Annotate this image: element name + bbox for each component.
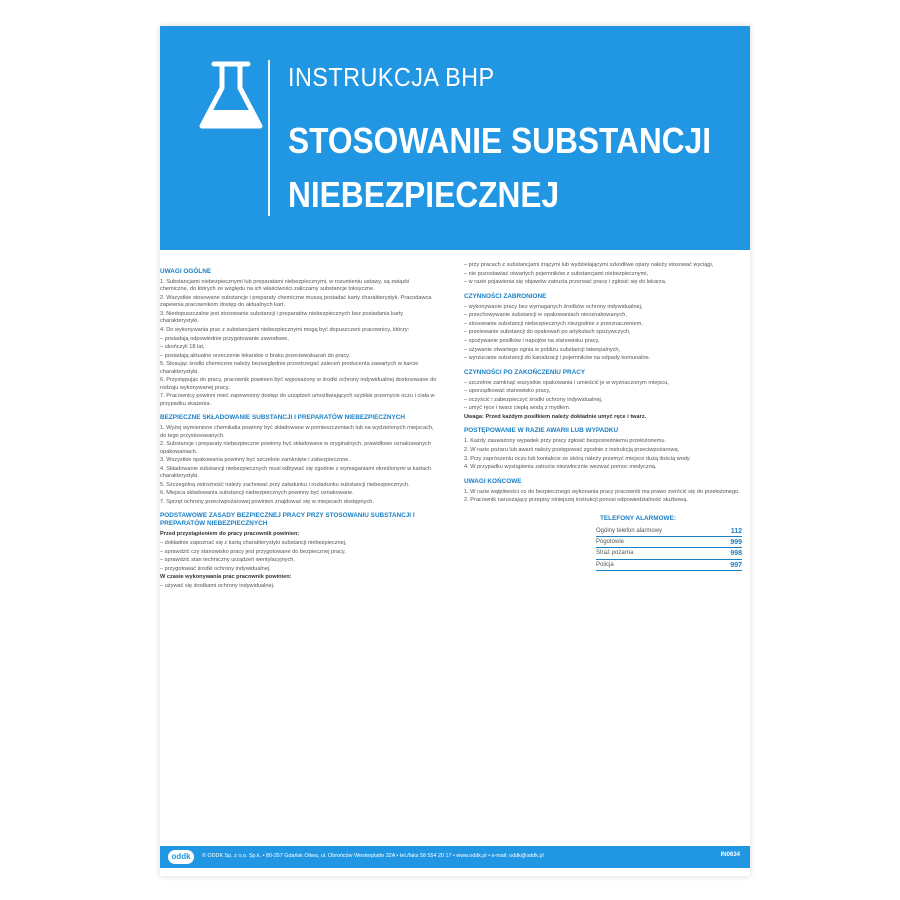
phone-number: 998 <box>730 550 742 558</box>
title-line-2: NIEBEZPIECZNEJ <box>288 174 560 215</box>
footer-contact: © ODDK Sp. z o.o. Sp.k. • 80-357 Gdańsk Oliwa, ul. Obrońców Westerplatte 32A • tel./faks 58 554 20 17 • www.oddk.pl • e-mail: oddk@oddk.pl <box>202 853 544 859</box>
list-item: – posiadają odpowiednie przygotowanie zawodowe, <box>160 335 289 342</box>
phone-label: Straż pożarna <box>596 550 634 557</box>
list-item: – przechowywanie substancji w opakowaniach nieoznakowanych, <box>464 312 627 319</box>
list-item: 3. Niedopuszczalne jest stosowanie substancji i preparatów niebezpiecznych bez posiadania karty charakterystyki. <box>160 311 404 325</box>
header-banner <box>160 26 750 250</box>
list-item: – szczelnie zamknąć wszystkie opakowania i umieścić je w wyznaczonym miejscu, <box>464 379 669 386</box>
header-title <box>288 114 711 222</box>
section-heading: POSTĘPOWANIE W RAZIE AWARII LUB WYPADKU <box>464 427 619 435</box>
list-item: 1. W razie wątpliwości co do bezpiecznego wykonania pracy pracownik ma prawo zwrócić się do przełożonego. <box>464 488 740 495</box>
list-item: 7. Pracownicy powinni mieć zapewniony dostęp do urządzeń umożliwiających szybkie przemycie oczu i ciała w przypadku skażenia. <box>160 393 435 407</box>
phone-number: 112 <box>730 527 742 535</box>
list-item: – oczyścić i zabezpieczyć środki ochrony indywidualnej, <box>464 396 603 403</box>
section <box>464 262 742 287</box>
list-item: – uporządkować stanowisko pracy, <box>464 388 551 395</box>
left-column <box>160 262 438 592</box>
section <box>160 512 438 590</box>
list-item: 7. Sprzęt ochrony przeciwpożarowej powinien znajdować się w miejscach dostępnych. <box>160 498 374 505</box>
list-item: – wyrzucanie substancji do kanalizacji i pojemników na odpady komunalne. <box>464 355 651 362</box>
list-item: 4. Do wykonywania prac z substancjami niebezpiecznymi mogą być dopuszczeni pracownicy, którzy: <box>160 327 410 333</box>
section-lead: W czasie wykonywania prac pracownik powinien: <box>160 574 292 581</box>
section <box>464 478 742 505</box>
list-item: 3. Przy zaprószeniu oczu lub kontakcie ze skórą należy przemyć miejsce dużą ilością wody. <box>464 455 691 462</box>
right-column <box>464 262 742 571</box>
header-subtitle: INSTRUKCJA BHP <box>288 62 495 92</box>
section-lead: Przed przystąpieniem do pracy pracownik powinien: <box>160 531 300 538</box>
list-item: 2. Wszystkie stosowane substancje i preparaty chemiczne muszą posiadać karty charakterystyk. Pracodawca zapewnia pracownikom dostęp do aktualnych kart. <box>160 295 432 309</box>
list-item: – wykonywanie pracy bez wymaganych środków ochrony indywidualnej, <box>464 303 643 310</box>
phone-row <box>596 526 742 537</box>
list-item: – przelewanie substancji do opakowań po artykułach spożywczych, <box>464 329 631 336</box>
list-item: – nie pozostawiać otwartych pojemników z substancjami niebezpiecznymi, <box>464 270 649 277</box>
list-item: – ukończyli 18 lat, <box>160 344 205 351</box>
list-item: 1. Substancjami niebezpiecznymi lub preparatami niebezpiecznymi, w rozumieniu ustawy, są związki chemiczne, do których ze względu na ich właściwości zaliczamy substancje toksyczne. <box>160 279 410 293</box>
section-heading: UWAGI KOŃCOWE <box>464 477 522 485</box>
list-item: – spożywanie posiłków i napojów na stanowisku pracy, <box>464 337 600 344</box>
phone-number: 999 <box>730 538 742 546</box>
section-heading: CZYNNOŚCI ZABRONIONE <box>464 292 547 300</box>
list-item: 1. Wyżej wymienione chemikalia powinny być składowane w pomieszczeniach lub na wydzielonych miejscach, do tego przystosowanych. <box>160 425 434 439</box>
list-item: – sprawdzić stan techniczny urządzeń wentylacyjnych, <box>160 557 295 564</box>
phone-row <box>596 537 742 548</box>
section <box>160 268 438 408</box>
instruction-sheet <box>160 26 750 876</box>
list-item: – przy pracach z substancjami żrącymi lub wydzielającymi szkodliwe opary należy stosować wyciągi, <box>464 262 714 268</box>
list-item: – umyć ręce i twarz ciepłą wodą z mydłem. <box>464 405 571 412</box>
list-item: 6. Miejsca składowania substancji niebezpiecznych powinny być oznakowane. <box>160 490 354 497</box>
list-item: 2. Pracownik naruszający przepisy niniejszej instrukcji ponosi odpowiedzialność służbową. <box>464 497 688 504</box>
list-item: – sprawdzić czy stanowisko pracy jest przygotowane do bezpiecznej pracy, <box>160 548 346 555</box>
section <box>464 369 742 422</box>
list-item: – używanie otwartego ognia w pobliżu substancji łatwopalnych, <box>464 346 621 353</box>
phone-label: Ogólny telefon alarmowy <box>596 527 663 534</box>
footer-code: IN0634 <box>720 852 740 858</box>
list-item: – używać się środkami ochrony indywidualnej. <box>160 582 275 589</box>
phone-label: Policja <box>596 561 614 568</box>
section-note: Uwaga: Przed każdym posiłkiem należy dokładnie umyć ręce i twarz. <box>464 413 647 420</box>
emergency-phones <box>596 515 742 572</box>
phone-row <box>596 560 742 571</box>
list-item: 1. Każdy zauważony wypadek przy pracy zgłosić bezpośredniemu przełożonemu. <box>464 438 667 445</box>
footer-bar <box>160 846 750 868</box>
list-item: 2. W razie pożaru lub awarii należy postępować zgodnie z instrukcją przeciwpożarową. <box>464 446 680 453</box>
header-divider <box>268 60 270 216</box>
list-item: 5. Stosując środki chemiczne należy bezwzględnie przestrzegać zaleceń producenta zawartych w karcie charakterystyki. <box>160 361 419 375</box>
section-heading: BEZPIECZNE SKŁADOWANIE SUBSTANCJI I PREPARATÓW NIEBEZPIECZNYCH <box>160 414 405 422</box>
list-item: 4. Składowanie substancji niebezpiecznych musi odbywać się zgodnie z wymaganiami określonymi w kartach charakterystyki. <box>160 465 432 480</box>
section <box>464 427 742 471</box>
list-item: 6. Przystępując do pracy, pracownik powinien być wyposażony w środki ochrony indywidualnej dostosowane do rodzaju wykonywanej pracy. <box>160 377 437 391</box>
list-item: – dokładnie zapoznać się z kartą charakterystyki substancji niebezpiecznej, <box>160 539 347 546</box>
section-heading: PODSTAWOWE ZASADY BEZPIECZNEJ PRACY PRZY STOSOWANIU SUBSTANCJI I PREPARATÓW NIEBEZPIECZNYCH <box>160 512 415 528</box>
phones-heading: TELEFONY ALARMOWE: <box>600 514 676 522</box>
section-heading: CZYNNOŚCI PO ZAKOŃCZENIU PRACY <box>464 368 586 376</box>
list-item: 5. Szczególną ostrożność należy zachować przy załadunku i rozładunku substancji niebezpiecznych. <box>160 481 410 488</box>
list-item: – przygotować środki ochrony indywidualnej. <box>160 565 271 572</box>
phone-row <box>596 548 742 559</box>
section-heading: UWAGI OGÓLNE <box>160 268 212 275</box>
list-item: 4. W przypadku wystąpienia zatrucia niezwłocznie wezwać pomoc medyczną. <box>464 464 657 471</box>
list-item: 3. Wszystkie opakowania powinny być szczelnie zamknięte i zabezpieczone. <box>160 457 350 464</box>
phone-number: 997 <box>730 561 742 569</box>
list-item: – posiadają aktualne orzeczenie lekarskie o braku przeciwwskazań do pracy. <box>160 352 351 359</box>
list-item: – stosowanie substancji niebezpiecznych niezgodnie z przeznaczeniem, <box>464 320 643 327</box>
list-item: 2. Substancje i preparaty niebezpieczne powinny być składowane w oryginalnych, prawidłowo oznakowanych opakowaniach. <box>160 441 431 455</box>
section <box>464 293 742 363</box>
flask-icon <box>196 60 266 134</box>
list-item: – w razie pojawienia się objawów zatrucia przerwać pracę i zgłosić się do lekarza. <box>464 279 667 286</box>
oddk-logo: oddk <box>168 850 194 864</box>
title-line-1: STOSOWANIE SUBSTANCJI <box>288 120 712 161</box>
phone-label: Pogotowie <box>596 538 625 545</box>
section <box>160 414 438 506</box>
